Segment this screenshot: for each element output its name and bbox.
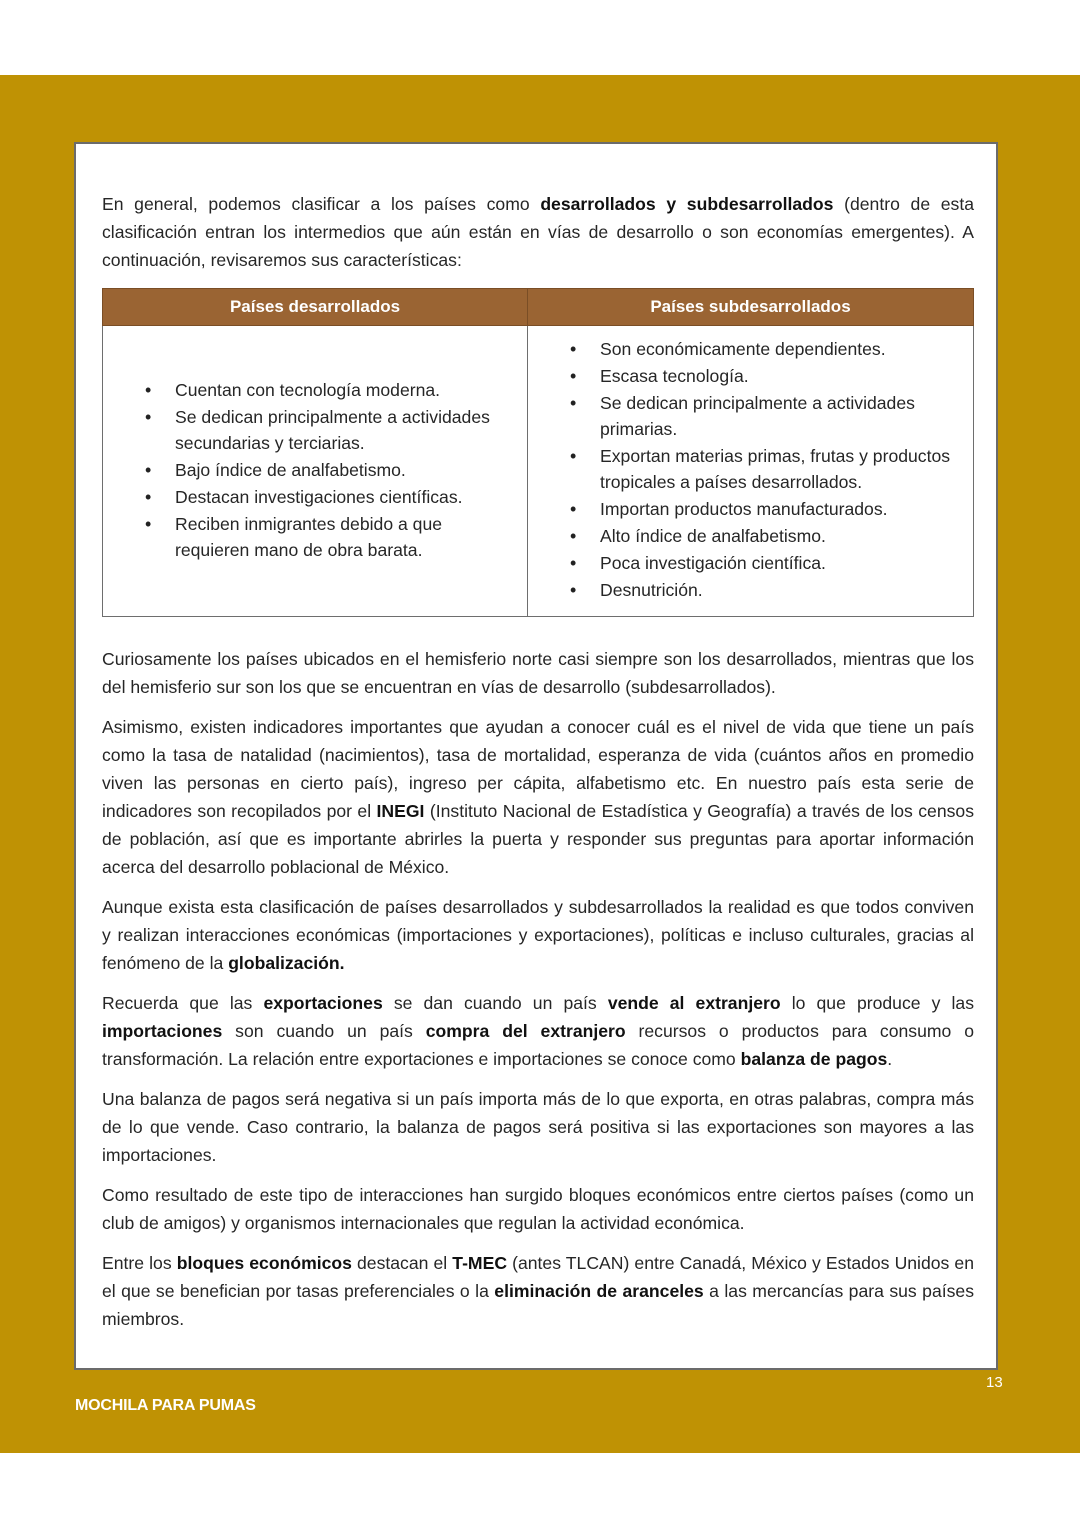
- list-item: • Escasa tecnología.: [600, 363, 963, 389]
- trade-text-3: lo que produce y las: [780, 993, 975, 1013]
- page-content: [102, 190, 974, 1345]
- blocs-text-4: a las mercancías para sus países miembros.: [102, 1281, 974, 1329]
- balance-paragraph: Una balanza de pagos será negativa si un país importa más de lo que exporta, en otras palabras, compra más de lo que vende. Caso contrario, la balanza de pagos será positiva si las exportaciones son mayores a las importaciones.: [102, 1089, 974, 1165]
- list-item: • Alto índice de analfabetismo.: [600, 523, 963, 549]
- list-item: • Exportan materias primas, frutas y productos tropicales a países desarrollados.: [600, 443, 963, 495]
- intro-paragraph: [102, 190, 974, 274]
- indicators-bold-inegi: INEGI: [376, 801, 425, 821]
- trade-bold-2: vende al extranjero: [607, 993, 781, 1013]
- developed-list: [113, 377, 517, 563]
- page-number: 13: [986, 1374, 1003, 1391]
- list-item: • Desnutrición.: [600, 577, 963, 603]
- trade-bold-5: balanza de pagos: [740, 1049, 888, 1069]
- trade-text-4: son cuando un país: [222, 1021, 426, 1041]
- list-item: • Destacan investigaciones científicas.: [175, 484, 517, 510]
- indicators-text-2: (Instituto Nacional de Estadística y Geografía) a través de los censos de población, así que es importante abrirles la puerta y responder sus preguntas para aportar información acerca del desarrollo poblacional de México.: [102, 801, 974, 877]
- blocs-intro-paragraph: Como resultado de este tipo de interacciones han surgido bloques económicos entre ciertos países (como un club de amigos) y organismos internacionales que regulan la actividad económica.: [102, 1185, 974, 1233]
- list-item: • Se dedican principalmente a actividades primarias.: [600, 390, 963, 442]
- intro-bold-1: desarrollados y subdesarrollados: [540, 194, 834, 214]
- trade-text-2: se dan cuando un país: [382, 993, 608, 1013]
- trade-text-6: .: [887, 1049, 893, 1069]
- list-item: • Cuentan con tecnología moderna.: [175, 377, 517, 403]
- trade-paragraph: [102, 989, 974, 1073]
- footer-title: MOCHILA PARA PUMAS: [75, 1397, 256, 1414]
- list-item: • Son económicamente dependientes.: [600, 336, 963, 362]
- trade-bold-1: exportaciones: [263, 993, 383, 1013]
- trade-bold-3: importaciones: [102, 1021, 223, 1041]
- blocs-bold-2: T-MEC: [452, 1253, 508, 1273]
- indicators-paragraph: [102, 713, 974, 881]
- table-header-row: [103, 289, 974, 326]
- developed-cell: [103, 326, 528, 617]
- blocs-text-3: (antes TLCAN) entre Canadá, México y Estados Unidos en el que se benefician por tasas preferenciales o la: [102, 1253, 974, 1301]
- intro-text-1: En general, podemos clasificar a los países como: [102, 194, 541, 214]
- blocs-text-2: destacan el: [351, 1253, 453, 1273]
- blocs-paragraph: [102, 1249, 974, 1333]
- table-body-row: [103, 326, 974, 617]
- blocs-bold-3: eliminación de aranceles: [494, 1281, 704, 1301]
- trade-bold-4: compra del extranjero: [425, 1021, 626, 1041]
- hemisphere-paragraph: Curiosamente los países ubicados en el hemisferio norte casi siempre son los desarrollados, mientras que los del hemisferio sur son los que se encuentran en vías de desarrollo (subdesarrollados).: [102, 649, 974, 697]
- comparison-table: [102, 288, 974, 617]
- header-developed: Países desarrollados: [103, 289, 528, 326]
- list-item: • Se dedican principalmente a actividades secundarias y terciarias.: [175, 404, 517, 456]
- list-item: • Reciben inmigrantes debido a que requieren mano de obra barata.: [175, 511, 517, 563]
- blocs-bold-1: bloques económicos: [176, 1253, 352, 1273]
- blocs-text-1: Entre los: [102, 1253, 177, 1273]
- trade-text-1: Recuerda que las: [102, 993, 264, 1013]
- list-item: • Importan productos manufacturados.: [600, 496, 963, 522]
- globalization-paragraph: [102, 893, 974, 977]
- indicators-text-1: Asimismo, existen indicadores importantes que ayudan a conocer cuál es el nivel de vida que tiene un país como la tasa de natalidad (nacimientos), tasa de mortalidad, esperanza de vida (cuántos años en promedio viven las personas en cierto país), ingreso per cápita, alfabetismo etc. En nuestro país esta serie de indicadores son recopilados por el: [102, 717, 974, 821]
- list-item: • Bajo índice de analfabetismo.: [175, 457, 517, 483]
- header-underdeveloped: Países subdesarrollados: [528, 289, 974, 326]
- intro-text-2: (dentro de esta clasificación entran los intermedios que aún están en vías de desarrollo o son economías emergentes). A continuación, revisaremos sus características:: [102, 194, 975, 270]
- list-item: • Poca investigación científica.: [600, 550, 963, 576]
- underdeveloped-list: [538, 336, 963, 603]
- trade-text-5: recursos o productos para consumo o transformación. La relación entre exportaciones e importaciones se conoce como: [102, 1021, 974, 1069]
- globalization-text: Aunque exista esta clasificación de países desarrollados y subdesarrollados la realidad es que todos conviven y realizan interacciones económicas (importaciones y exportaciones), políticas e incluso culturales, gracias al fenómeno de la: [102, 897, 974, 973]
- page-sheet: [74, 142, 998, 1370]
- underdeveloped-cell: [528, 326, 974, 617]
- globalization-bold: globalización.: [228, 953, 345, 973]
